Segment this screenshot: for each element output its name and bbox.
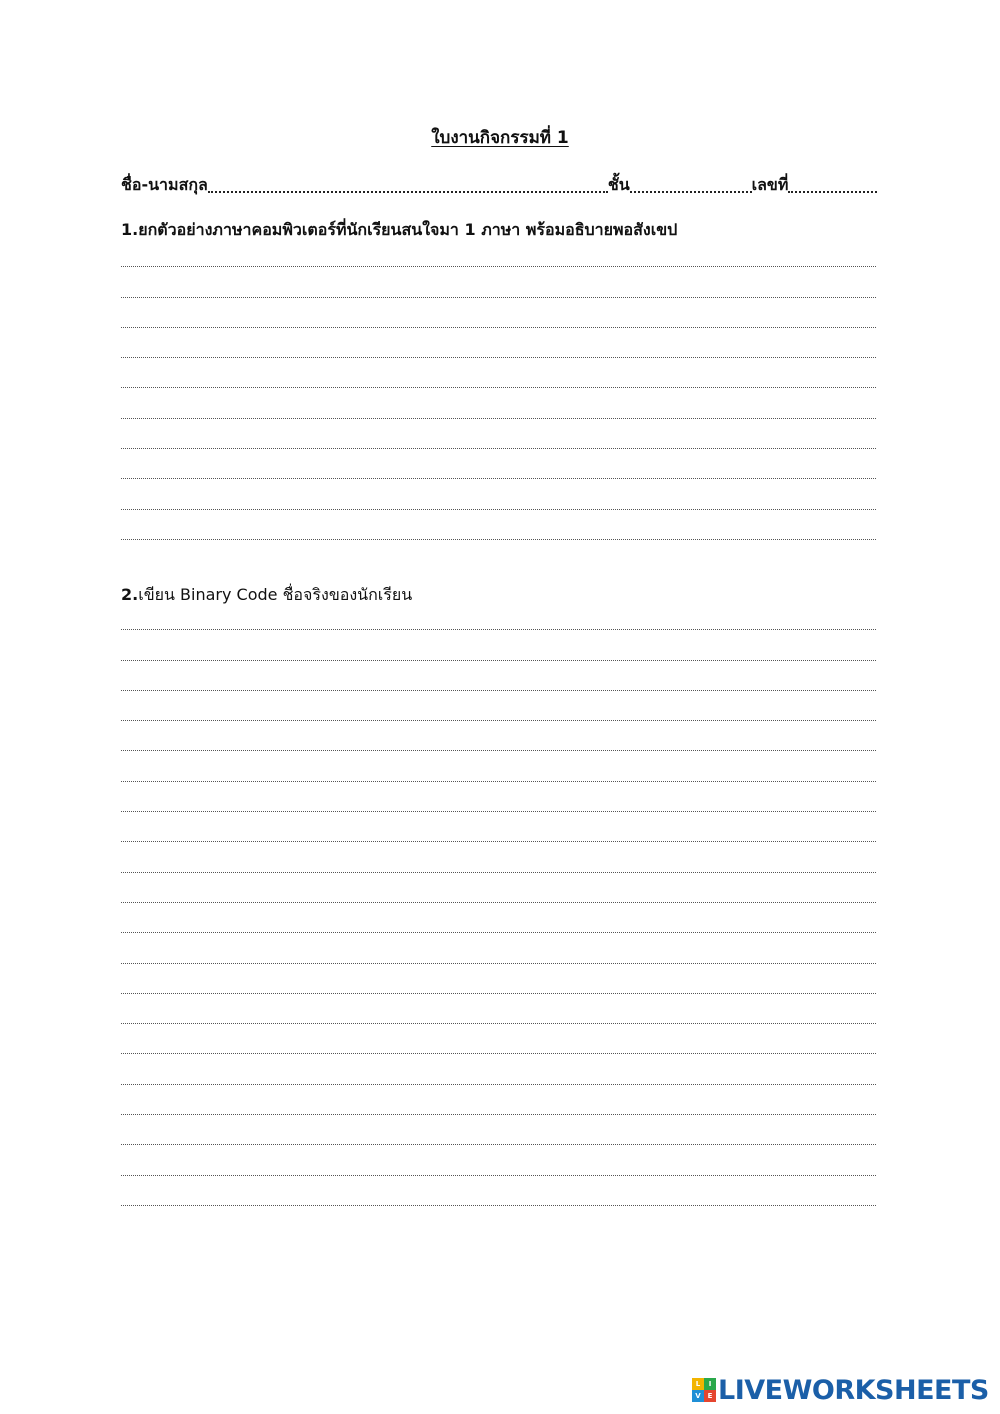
question-1-answer-line[interactable] (121, 510, 876, 540)
question-1-answer-line[interactable] (121, 449, 876, 479)
logo-letter-l: L (692, 1378, 704, 1390)
logo-letter-i: I (704, 1378, 716, 1390)
question-2-answer-line[interactable] (121, 964, 876, 994)
question-1-answer-line[interactable] (121, 358, 876, 388)
question-2-answer-line[interactable] (121, 812, 876, 842)
question-2-answer-line[interactable] (121, 994, 876, 1024)
logo-letter-e: E (704, 1390, 716, 1402)
number-field[interactable] (788, 191, 877, 193)
question-2-answer-line[interactable] (121, 721, 876, 751)
liveworksheets-wordmark: LIVEWORKSHEETS (718, 1374, 989, 1406)
question-2-answer-line[interactable] (121, 1024, 876, 1054)
question-2-answer-line[interactable] (121, 933, 876, 963)
question-1-answer-line[interactable] (121, 328, 876, 358)
question-2-answer-line[interactable] (121, 1085, 876, 1115)
question-1-answer-line[interactable] (121, 237, 876, 267)
question-2-answer-line[interactable] (121, 600, 876, 630)
question-2-answer-line[interactable] (121, 1115, 876, 1145)
name-label: ชื่อ-นามสกุล (121, 175, 208, 194)
class-label: ชั้น (607, 175, 630, 194)
question-2-answer-line[interactable] (121, 782, 876, 812)
liveworksheets-logo-icon (692, 1378, 716, 1402)
question-2-answer-line[interactable] (121, 691, 876, 721)
question-2-number: 2. (121, 585, 139, 604)
question-2-answer-line[interactable] (121, 1176, 876, 1206)
question-2-answer-line[interactable] (121, 1054, 876, 1084)
question-2-answer-line[interactable] (121, 630, 876, 660)
question-1-answer-line[interactable] (121, 419, 876, 449)
question-2-answer-line[interactable] (121, 903, 876, 933)
question-2-answer-line[interactable] (121, 751, 876, 781)
student-info-row (121, 172, 877, 198)
question-2-answer-line[interactable] (121, 661, 876, 691)
question-2-answer-line[interactable] (121, 1145, 876, 1175)
class-field[interactable] (630, 191, 752, 193)
question-1-answer-line[interactable] (121, 388, 876, 418)
logo-letter-v: V (692, 1390, 704, 1402)
question-2-answer-line[interactable] (121, 842, 876, 872)
question-1-answer-line[interactable] (121, 267, 876, 297)
answer-area-1 (121, 237, 876, 540)
question-2-text: เขียน Binary Code ชื่อจริงของนักเรียน (138, 585, 413, 604)
question-1-answer-line[interactable] (121, 479, 876, 509)
name-field[interactable] (208, 191, 608, 193)
question-2-answer-line[interactable] (121, 873, 876, 903)
page-title: ใบงานกิจกรรมที่ 1 (431, 128, 569, 148)
number-label: เลขที่ (751, 175, 789, 194)
answer-area-2 (121, 600, 876, 1206)
question-1: 1.ยกตัวอย่างภาษาคอมพิวเตอร์ที่นักเรียนสนใจมา 1 ภาษา พร้อมอธิบายพอสังเขป (121, 220, 678, 239)
question-1-answer-line[interactable] (121, 298, 876, 328)
liveworksheets-brand (692, 1374, 989, 1406)
